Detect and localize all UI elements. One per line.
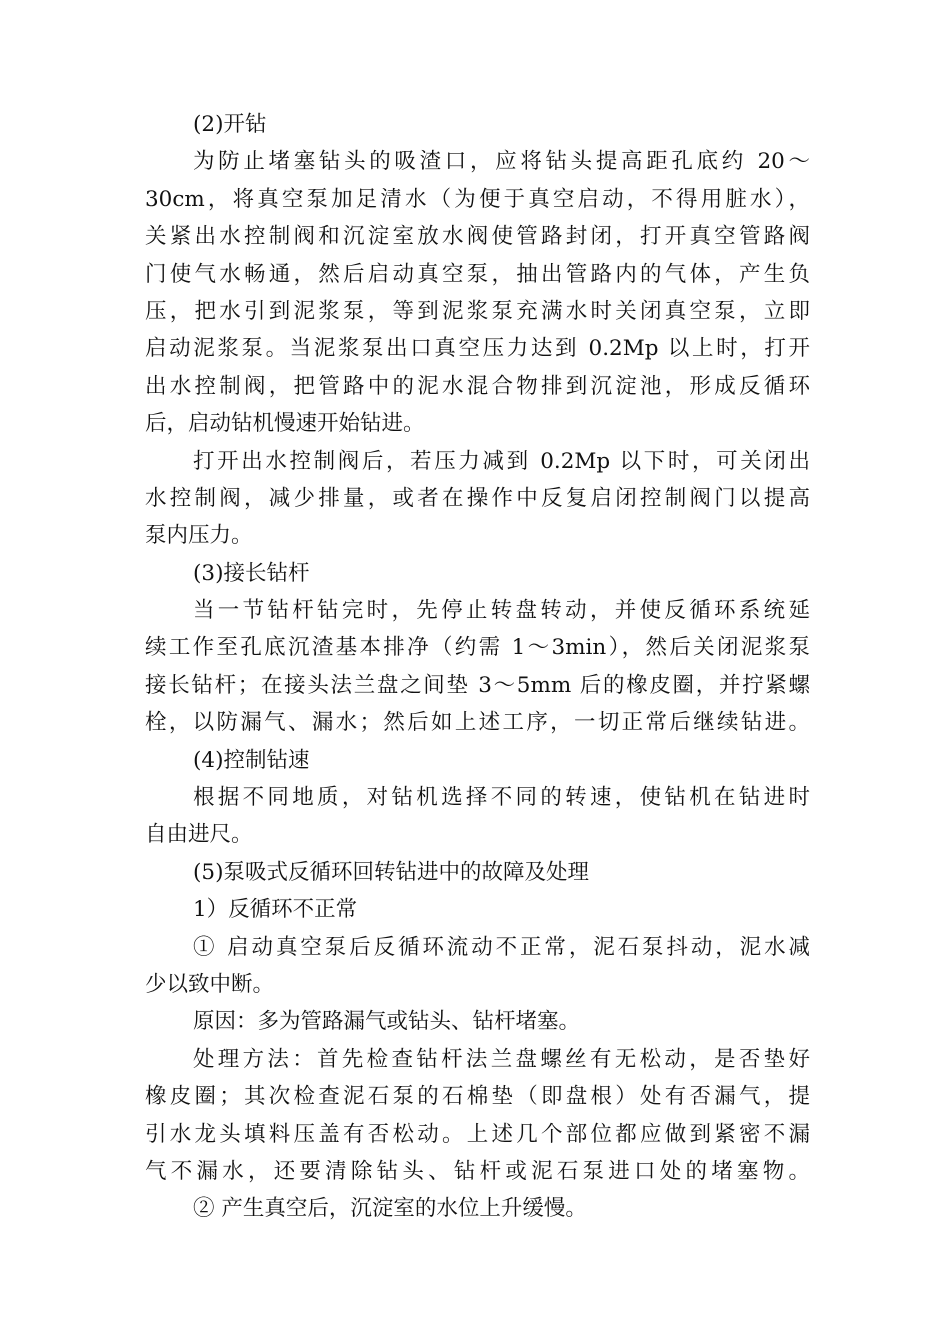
text-line: 水控制阀，减少排量，或者在操作中反复启闭控制阀门以提高: [145, 485, 810, 511]
text-line: 启动泥浆泵。当泥浆泵出口真空压力达到 0.2Mp 以上时，打开: [145, 336, 810, 362]
text-line: 根据不同地质，对钻机选择不同的转速，使钻机在钻进时: [193, 785, 810, 811]
text-line: 处理方法：首先检查钻杆法兰盘螺丝有无松动，是否垫好: [193, 1046, 810, 1072]
text-line: (2)开钻: [193, 112, 267, 137]
text-line: (3)接长钻杆: [193, 560, 310, 586]
text-line: 30cm，将真空泵加足清水（为便于真空启动，不得用脏水），: [145, 186, 810, 212]
text-line: 1）反循环不正常: [193, 897, 358, 923]
text-line: 少以致中断。: [145, 971, 275, 997]
text-line: 为防止堵塞钻头的吸渣口，应将钻头提高距孔底约 20～: [193, 149, 810, 175]
text-line: 原因：多为管路漏气或钻头、钻杆堵塞。: [193, 1009, 581, 1035]
text-line: 气不漏水，还要清除钻头、钻杆或泥石泵进口处的堵塞物。: [145, 1158, 810, 1184]
document-body: [145, 106, 810, 1228]
text-line: (4)控制钻速: [193, 747, 310, 773]
text-line: ① 启动真空泵后反循环流动不正常，泥石泵抖动，泥水减: [193, 934, 810, 960]
text-line: 续工作至孔底沉渣基本排净（约需 1～3min），然后关闭泥浆泵: [145, 635, 810, 661]
text-line: 关紧出水控制阀和沉淀室放水阀使管路封闭，打开真空管路阀: [145, 224, 810, 250]
text-line: (5)泵吸式反循环回转钻进中的故障及处理: [193, 859, 589, 885]
text-line: 后，启动钻机慢速开始钻进。: [145, 411, 425, 437]
text-line: 压，把水引到泥浆泵，等到泥浆泵充满水时关闭真空泵，立即: [145, 298, 810, 324]
text-line: 出水控制阀，把管路中的泥水混合物排到沉淀池，形成反循环: [145, 373, 810, 399]
text-line: 橡皮圈；其次检查泥石泵的石棉垫（即盘根）处有否漏气，提: [145, 1084, 810, 1110]
text-line: 引水龙头填料压盖有否松动。上述几个部位都应做到紧密不漏: [145, 1121, 810, 1147]
text-line: 自由进尺。: [145, 822, 253, 848]
text-line: 当一节钻杆钻完时，先停止转盘转动，并使反循环系统延: [193, 598, 810, 624]
text-line: 接长钻杆；在接头法兰盘之间垫 3～5mm 后的橡皮圈，并拧紧螺: [145, 672, 810, 698]
text-line: ② 产生真空后，沉淀室的水位上升缓慢。: [193, 1196, 587, 1222]
text-line: 打开出水控制阀后，若压力减到 0.2Mp 以下时，可关闭出: [193, 448, 810, 474]
text-line: 门使气水畅通，然后启动真空泵，抽出管路内的气体，产生负: [145, 261, 810, 287]
text-line: 泵内压力。: [145, 523, 253, 549]
text-line: 栓，以防漏气、漏水；然后如上述工序，一切正常后继续钻进。: [145, 710, 810, 736]
